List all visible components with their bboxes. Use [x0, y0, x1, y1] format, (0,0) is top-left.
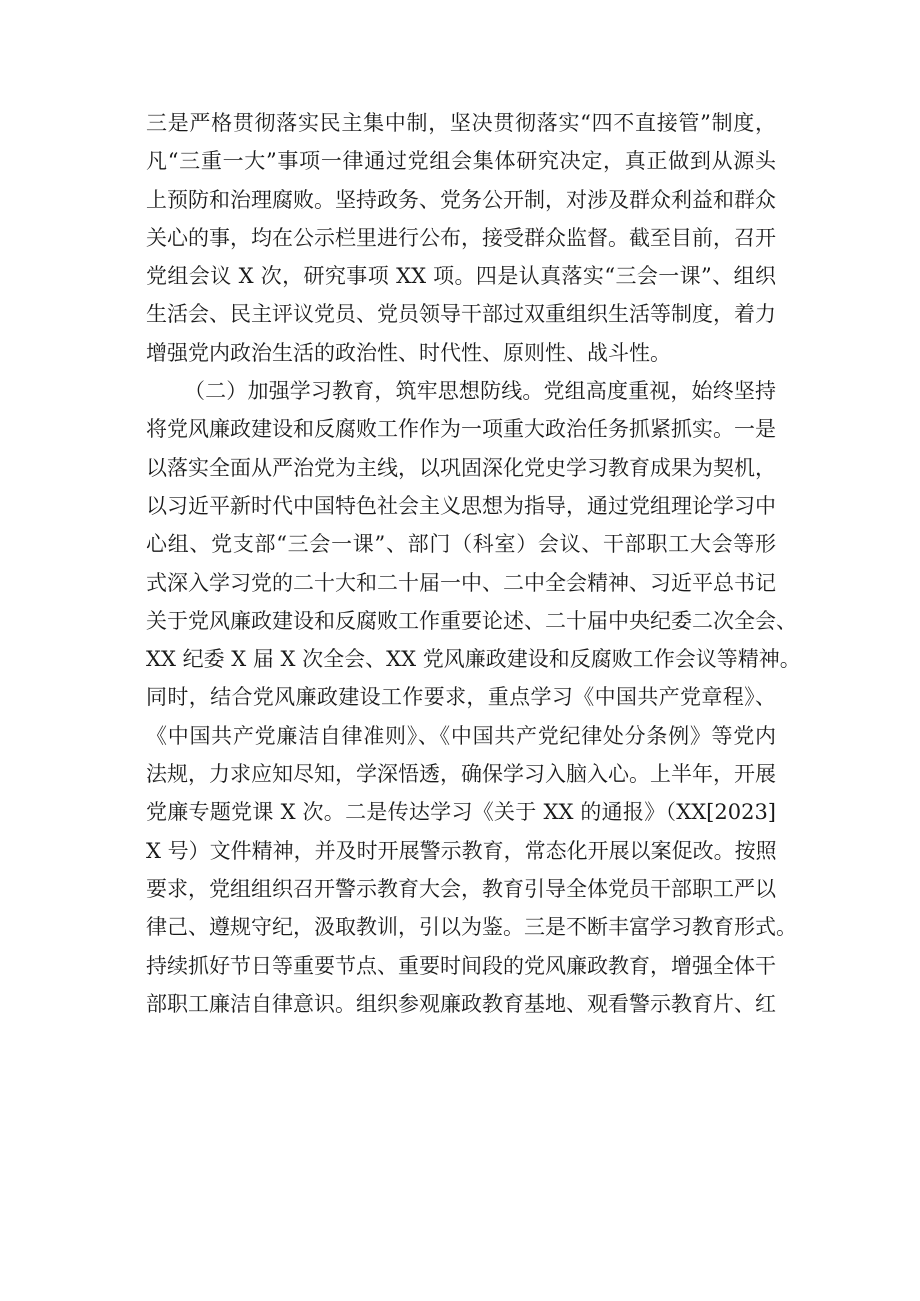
text-line: 增强党内政治生活的政治性、时代性、原则性、战斗性。	[146, 340, 671, 365]
text-line: 上预防和治理腐败。坚持政务、党务公开制，对涉及群众利益和群众	[146, 187, 776, 212]
text-line: 党廉专题党课 X 次。二是传达学习《关于 XX 的通报》（XX[2023]	[146, 800, 776, 825]
document-body	[146, 104, 801, 1023]
text-line: 持续抓好节日等重要节点、重要时间段的党风廉政教育，增强全体干	[146, 953, 776, 978]
text-line: 党组会议 X 次，研究事项 XX 项。四是认真落实“三会一课”、组织	[146, 264, 776, 289]
text-line: 生活会、民主评议党员、党员领导干部过双重组织生活等制度，着力	[146, 302, 776, 327]
text-line: 《中国共产党廉洁自律准则》、《中国共产党纪律处分条例》等党内	[146, 723, 776, 748]
text-line: 式深入学习党的二十大和二十届一中、二中全会精神、习近平总书记	[146, 570, 776, 595]
text-line: 三是严格贯彻落实民主集中制，坚决贯彻落实“四不直接管”制度，	[146, 111, 776, 135]
text-line: 以习近平新时代中国特色社会主义思想为指导，通过党组理论学习中	[146, 493, 776, 518]
text-line: X 号）文件精神，并及时开展警示教育，常态化开展以案促改。按照	[146, 838, 777, 863]
text-line: 同时，结合党风廉政建设工作要求，重点学习《中国共产党章程》、	[146, 685, 776, 710]
text-line: 关心的事，均在公示栏里进行公布，接受群众监督。截至目前，召开	[146, 225, 776, 250]
text-line: 要求，党组组织召开警示教育大会，教育引导全体党员干部职工严以	[146, 876, 776, 901]
text-line: 将党风廉政建设和反腐败工作作为一项重大政治任务抓紧抓实。一是	[146, 417, 776, 442]
text-line: 律己、遵规守纪，汲取教训，引以为鉴。三是不断丰富学习教育形式。	[146, 915, 797, 940]
text-line: 关于党风廉政建设和反腐败工作重要论述、二十届中央纪委二次全会、	[146, 608, 797, 633]
text-line: 部职工廉洁自律意识。组织参观廉政教育基地、观看警示教育片、红	[146, 991, 776, 1016]
text-line: XX 纪委 X 届 X 次全会、XX 党风廉政建设和反腐败工作会议等精神。	[146, 647, 801, 672]
section-heading-line: （二）加强学习教育，筑牢思想防线。党组高度重视，始终坚持	[184, 379, 776, 404]
text-line: 心组、党支部“三会一课”、部门（科室）会议、干部职工大会等形	[146, 532, 776, 557]
text-line: 凡“三重一大”事项一律通过党组会集体研究决定，真正做到从源头	[146, 149, 776, 174]
text-line: 以落实全面从严治党为主线，以巩固深化党史学习教育成果为契机，	[146, 455, 776, 480]
text-line: 法规，力求应知尽知，学深悟透，确保学习入脑入心。上半年，开展	[146, 762, 776, 787]
